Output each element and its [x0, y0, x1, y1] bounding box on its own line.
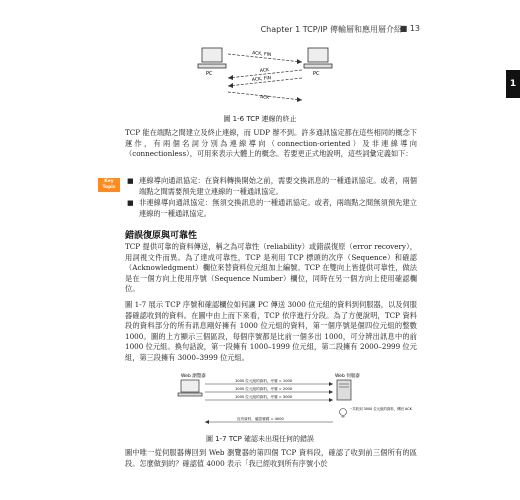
ack-label: 沒有資料，確認號碼 = 4000 [237, 417, 284, 421]
lightbulb-icon [340, 409, 347, 418]
browser-pc-icon [178, 380, 202, 396]
bullet-marker-icon: ■ [127, 177, 134, 185]
server-label: Web 伺服器 [335, 374, 360, 379]
figure-tcp-ack [175, 372, 412, 430]
intro-paragraph: TCP 能在端點之間建立及終止連線，而 UDP 辦不到。許多通訊協定都在這些相同的概念下運作，有兩個名詞分別為連線導向（connection-oriented）及非連線導向（connectionless），可用來表示大體上的概念。若要更正式地說明，這些詞彙定義如下： [125, 128, 417, 158]
arrow-label-2: ACK [259, 68, 270, 74]
closing-paragraph: 圖中唯一從伺服器傳回到 Web 瀏覽器的第四個 TCP 資料段，確認了收到前三個所有的區段。怎麼做到的？確認值 4000 表示「我已經收到所有序號小於 [125, 448, 417, 468]
header-page-number: ■ 13 [399, 24, 420, 33]
figure-explanation-paragraph: 圖 1-7 展示 TCP 序號和確認欄位如何讓 PC 傳送 3000 位元組的資料到伺服器，以及伺服器確認收到的資料。在圖中由上而下來看，TCP 依序進行分段。為了方便說明，TCP 資料段的資料部分的所有訊息剛好擁有 1000 位元組的資料，第一個序號是個四位元組的整數 1000。圖的上方顯示三個區段，每個序號都是比前一個多出 1000，可分辨出訊息中的前 1000 位元組。換句話說，第一段擁有 1000–1999 位元組，第二段擁有 2000–2999 位元組，第三段擁有 3000–3999 位元組。 [125, 300, 417, 362]
segment-label-3: 1000 位元組的資料，序號 = 3000 [235, 395, 293, 399]
pc-left-icon [198, 48, 226, 68]
figure-1-7-caption: 圖 1-7 TCP 確認未出現任何的錯誤 [205, 435, 315, 443]
browser-label: Web 瀏覽器 [181, 374, 206, 379]
bullet-text: 連線導向通訊協定：在資料轉換開始之前，需要交換訊息的一種通訊協定。或者，兩個端點之間需要預先建立連線的一種通訊協定。 [139, 176, 417, 196]
pc-left-label: PC [206, 71, 213, 77]
chapter-tab: 1 [506, 70, 520, 98]
section-heading: 錯誤復原與可靠性 [125, 231, 198, 241]
figure-1-6-caption: 圖 1-6 TCP 連線的終止 [223, 115, 297, 123]
bullet-marker-icon: ■ [127, 199, 134, 207]
arrow-label-3: ACK, FIN [251, 76, 272, 83]
header-chapter-title: Chapter 1 TCP/IP 傳輸層和應用層介紹 [260, 25, 402, 34]
arrow-label-1: ACK, FIN [251, 51, 272, 59]
reliability-paragraph: TCP 提供可靠的資料傳送，稱之為可靠性（reliability）或錯誤復原（error recovery），用詞視文件而異。為了達成可靠性，TCP 是利用 TCP 標頭的次序（Sequence）和確認（Acknowledgment）欄位來替資料位元組加上編號。TCP 在雙向上皆提供可靠性，做法是在一個方向上使用序號（Sequence Number）欄位，同時在另一個方向上使用確認欄位。 [125, 242, 417, 293]
running-header [0, 24, 520, 38]
segment-label-2: 1000 位元組的資料，序號 = 2000 [235, 387, 293, 391]
key-topic-badge: Key Topic [98, 178, 120, 192]
pc-right-label: PC [313, 71, 320, 77]
segment-label-1: 1000 位元組的資料，序號 = 1000 [235, 379, 293, 383]
arrow-label-4: ACK [259, 95, 270, 101]
server-note: 一共收到 3000 位元組的資料，傳回 ACK [349, 407, 412, 411]
figure-tcp-termination [190, 42, 350, 112]
bullet-text: 非連線導向通訊協定：無須交換訊息的一種通訊協定。或者，兩端點之間無須預先建立連線的一種通訊協定。 [139, 198, 417, 218]
server-icon [337, 380, 351, 400]
pc-right-icon [304, 48, 332, 68]
